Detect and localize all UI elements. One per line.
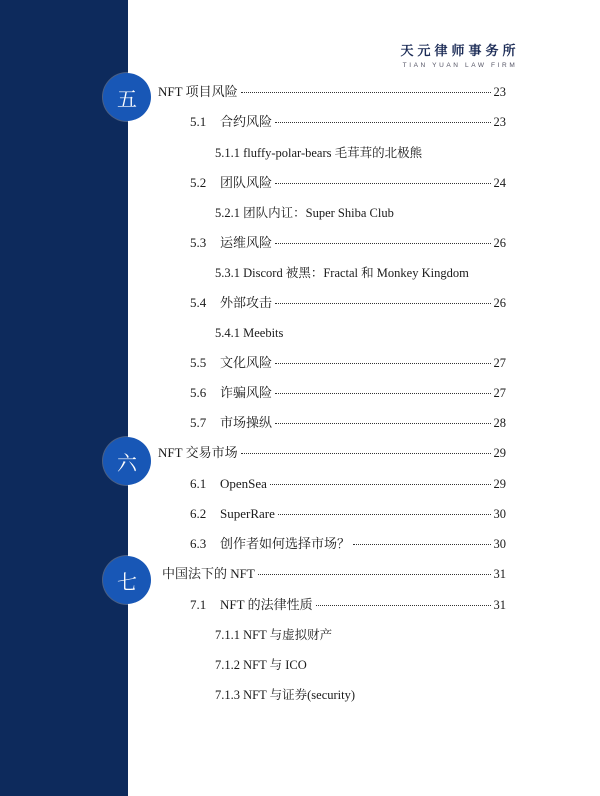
- dot-leader: [258, 574, 491, 575]
- toc-page: 30: [493, 537, 506, 551]
- toc-title: 中国法下的 NFT: [162, 566, 255, 581]
- toc-title: 5.3.1 Discord 被黑：Fractal 和 Monkey Kingdom: [215, 266, 469, 280]
- dot-leader: [275, 363, 490, 364]
- chapter-badge-7: 七: [103, 556, 151, 604]
- sidebar-band: [0, 0, 128, 796]
- toc-title: 5.1.1 fluffy-polar-bears 毛茸茸的北极熊: [215, 146, 423, 160]
- toc-page: 28: [493, 416, 506, 430]
- dot-leader: [241, 92, 491, 93]
- firm-name-en: TIAN YUAN LAW FIRM: [402, 62, 518, 69]
- toc-chapter-6[interactable]: [158, 444, 506, 462]
- chapter-badge-6: 六: [103, 437, 151, 485]
- toc-number: 6.3: [190, 536, 207, 551]
- toc-section-5-1[interactable]: [190, 113, 506, 131]
- dot-leader: [270, 484, 491, 485]
- toc-section-5-3[interactable]: [190, 234, 506, 252]
- toc-page: 26: [493, 296, 506, 310]
- toc-title: SuperRare: [220, 506, 275, 521]
- toc-title: 外部攻击: [220, 295, 273, 310]
- toc-section-5-6[interactable]: [190, 384, 506, 402]
- toc-section-6-3[interactable]: [190, 535, 506, 553]
- toc-page: 23: [493, 85, 506, 99]
- toc-section-6-2[interactable]: [190, 505, 506, 523]
- toc-number: 5.7: [190, 415, 207, 430]
- toc-title: NFT 的法律性质: [220, 597, 313, 612]
- toc-title: 7.1.3 NFT 与证券(security): [215, 688, 356, 702]
- dot-leader: [275, 122, 490, 123]
- toc-title: 诈骗风险: [220, 385, 273, 400]
- toc-page: 31: [493, 567, 506, 581]
- toc-subsection-7-1-3[interactable]: [215, 686, 355, 704]
- toc-number: 5.3: [190, 235, 207, 250]
- toc-subsection-7-1-2[interactable]: [215, 656, 307, 674]
- toc-page: 26: [493, 236, 506, 250]
- toc-title: 市场操纵: [220, 415, 273, 430]
- dot-leader: [316, 605, 491, 606]
- firm-name-cn: 天元律师事务所: [400, 44, 520, 59]
- dot-leader: [275, 243, 490, 244]
- toc-title: 5.2.1 团队内讧：Super Shiba Club: [215, 206, 394, 220]
- toc-title: 文化风险: [220, 355, 273, 370]
- toc-title: 7.1.2 NFT 与 ICO: [215, 658, 307, 672]
- toc-chapter-7[interactable]: [162, 565, 506, 583]
- toc-subsection-7-1-1[interactable]: [215, 626, 332, 644]
- toc-subsection-5-4-1[interactable]: [215, 324, 283, 342]
- toc-title: NFT 项目风险: [158, 84, 238, 99]
- toc-title: 创作者如何选择市场？: [220, 536, 351, 551]
- toc-section-5-5[interactable]: [190, 354, 506, 372]
- toc-page: 27: [493, 386, 506, 400]
- toc-page: 31: [493, 598, 506, 612]
- dot-leader: [275, 303, 490, 304]
- toc-number: 5.6: [190, 385, 207, 400]
- dot-leader: [275, 393, 490, 394]
- toc-title: 团队风险: [220, 175, 273, 190]
- toc-title: OpenSea: [220, 476, 267, 491]
- toc-number: 5.4: [190, 295, 207, 310]
- toc-page: 23: [493, 115, 506, 129]
- dot-leader: [275, 183, 490, 184]
- firm-logo: [400, 44, 520, 71]
- toc-chapter-5[interactable]: [158, 83, 506, 101]
- toc-number: 7.1: [190, 597, 207, 612]
- toc-title: 运维风险: [220, 235, 273, 250]
- toc-page: 24: [493, 176, 506, 190]
- dot-leader: [278, 514, 491, 515]
- toc-section-6-1[interactable]: [190, 475, 506, 493]
- toc-title: NFT 交易市场: [158, 445, 238, 460]
- chapter-badge-5: 五: [103, 73, 151, 121]
- toc-number: 5.1: [190, 114, 207, 129]
- toc-title: 合约风险: [220, 114, 273, 129]
- toc-section-5-7[interactable]: [190, 414, 506, 432]
- toc-section-5-4[interactable]: [190, 294, 506, 312]
- dot-leader: [275, 423, 490, 424]
- toc-page: 29: [493, 446, 506, 460]
- dot-leader: [353, 544, 490, 545]
- dot-leader: [241, 453, 491, 454]
- toc-number: 5.2: [190, 175, 207, 190]
- toc-page: 29: [493, 477, 506, 491]
- toc-subsection-5-2-1[interactable]: [215, 204, 394, 222]
- toc-section-5-2[interactable]: [190, 174, 506, 192]
- toc-number: 6.1: [190, 476, 207, 491]
- toc-page: 30: [493, 507, 506, 521]
- toc-number: 6.2: [190, 506, 207, 521]
- toc-page: 27: [493, 356, 506, 370]
- toc-title: 5.4.1 Meebits: [215, 326, 284, 340]
- toc-subsection-5-3-1[interactable]: [215, 264, 469, 282]
- toc-subsection-5-1-1[interactable]: [215, 144, 422, 162]
- toc-number: 5.5: [190, 355, 207, 370]
- toc-title: 7.1.1 NFT 与虚拟财产: [215, 628, 333, 642]
- toc-section-7-1[interactable]: [190, 596, 506, 614]
